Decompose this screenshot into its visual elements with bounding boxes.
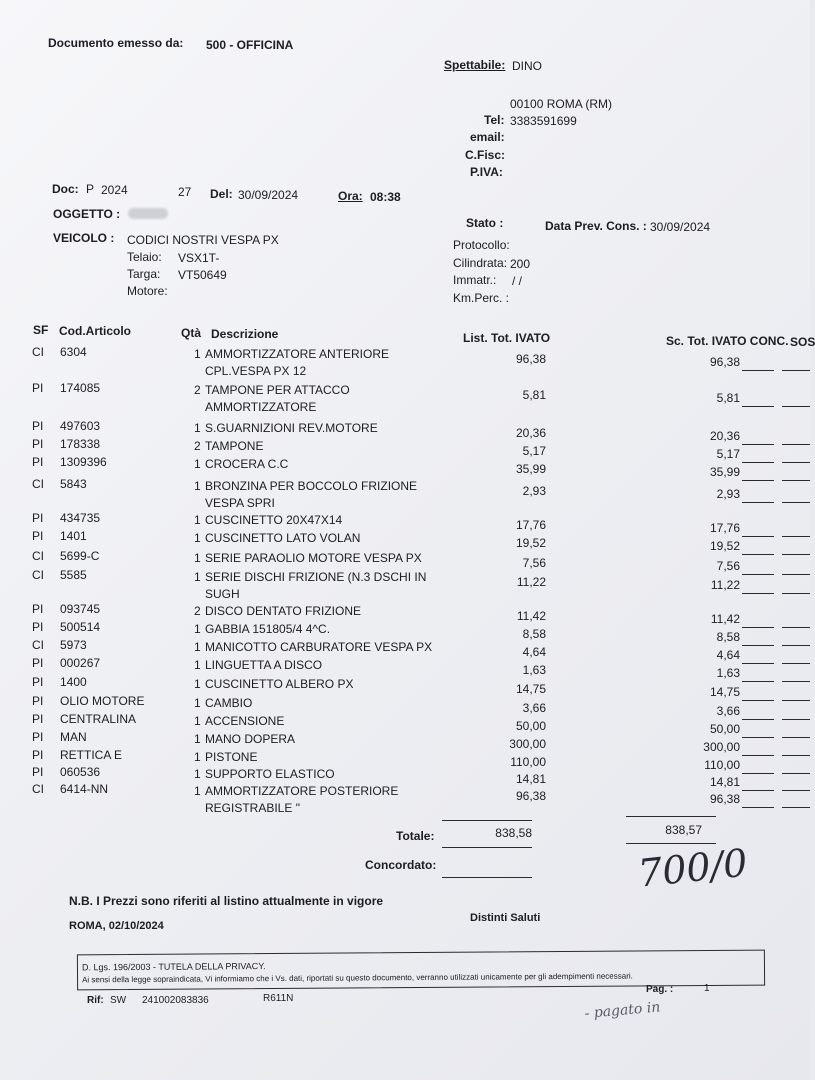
row-entry-line — [782, 370, 810, 371]
recipient-city: 00100 ROMA (RM) — [510, 97, 613, 111]
greetings: Distinti Saluti — [470, 912, 541, 924]
row-code: 5973 — [60, 638, 87, 652]
vehicle-value: CODICI NOSTRI VESPA PX — [127, 233, 279, 247]
mileage-label: Km.Perc. : — [453, 291, 510, 305]
row-discount-price: 1,63 — [716, 666, 740, 680]
row-entry-line — [742, 554, 774, 555]
col-header-discount: Sc. Tot. IVATO CONC. — [666, 334, 789, 348]
email-label: email: — [470, 130, 505, 144]
row-discount-price: 35,99 — [709, 465, 740, 479]
row-entry-line — [782, 536, 810, 537]
row-discount-price: 14,81 — [709, 775, 740, 789]
row-discount-price: 3,66 — [716, 704, 740, 718]
issued-by-value: 500 - OFFICINA — [206, 38, 294, 52]
total-rule-bottom-sc — [626, 843, 716, 844]
row-description: CROCERA C.C — [205, 457, 289, 471]
row-entry-line — [782, 444, 810, 445]
row-entry-line — [742, 645, 774, 646]
row-code: RETTICA E — [60, 748, 123, 762]
row-description: TAMPONE — [205, 439, 264, 453]
row-description: MANO DOPERA — [205, 732, 296, 746]
row-entry-line — [742, 755, 774, 756]
row-description: AMMORTIZZATORE POSTERIORE — [205, 784, 399, 798]
row-discount-price: 19,52 — [709, 539, 740, 553]
col-header-list: List. Tot. IVATO — [463, 331, 551, 345]
row-entry-line — [742, 807, 774, 808]
row-description: CUSCINETTO 20X47X14 — [205, 513, 343, 527]
row-list-price: 11,42 — [516, 609, 546, 623]
row-sf: CI — [32, 638, 44, 652]
row-entry-line — [742, 627, 774, 628]
row-entry-line — [782, 755, 810, 756]
row-entry-line — [742, 536, 774, 537]
row-code: 060536 — [60, 765, 101, 779]
row-qty: 1 — [194, 677, 201, 691]
row-entry-line — [742, 444, 774, 445]
displacement-label: Cilindrata: — [453, 256, 508, 270]
row-qty: 1 — [194, 640, 201, 654]
col-header-sos: SOS — [790, 335, 815, 349]
row-discount-price: 4,64 — [716, 648, 740, 662]
row-qty: 1 — [194, 531, 201, 545]
row-entry-line — [782, 700, 810, 701]
row-discount-price: 96,38 — [709, 792, 740, 806]
row-discount-price: 110,00 — [704, 758, 740, 772]
protocol-label: Protocollo: — [453, 238, 510, 252]
row-discount-price: 8,58 — [716, 630, 740, 644]
row-code: 1309396 — [60, 455, 107, 469]
redacted-area — [128, 208, 168, 219]
row-qty: 1 — [194, 457, 201, 471]
row-qty: 1 — [194, 570, 201, 584]
row-description: TAMPONE PER ATTACCO — [205, 383, 350, 397]
row-list-price: 8,58 — [522, 627, 546, 641]
row-code: 500514 — [60, 620, 101, 634]
plate-label: Targa: — [127, 267, 161, 281]
row-description: AMMORTIZZATORE ANTERIORE — [205, 347, 390, 361]
row-description: S.GUARNIZIONI REV.MOTORE — [205, 421, 378, 435]
place-date: ROMA, 02/10/2024 — [69, 920, 164, 932]
row-entry-line — [782, 554, 810, 555]
privacy-text: Ai sensi della legge sopraindicata, Vi informiamo che i Vs. dati, riportati su questo documento, verranno utilizzati unicamente per gli adempimenti necessari. — [82, 971, 633, 985]
row-entry-line — [782, 681, 810, 682]
col-header-code: Cod.Articolo — [59, 324, 131, 338]
row-discount-price: 7,56 — [716, 559, 740, 573]
row-entry-line — [782, 645, 810, 646]
tel-value: 3383591699 — [510, 114, 577, 128]
row-entry-line — [782, 807, 810, 808]
frame-value: VSX1T- — [178, 251, 220, 265]
row-sf: PI — [32, 748, 44, 762]
row-entry-line — [782, 773, 810, 774]
row-entry-line — [782, 737, 810, 738]
row-discount-price: 2,93 — [716, 487, 740, 501]
row-list-price: 20,36 — [515, 426, 546, 440]
row-entry-line — [782, 480, 810, 481]
row-entry-line — [782, 663, 810, 664]
row-list-price: 300,00 — [509, 737, 546, 751]
row-sf: CI — [32, 477, 44, 491]
row-code: 093745 — [60, 602, 101, 616]
row-description: CUSCINETTO LATO VOLAN — [205, 531, 361, 545]
row-list-price: 35,99 — [515, 462, 546, 476]
total-label: Totale: — [396, 829, 435, 843]
row-list-price: 14,75 — [515, 682, 546, 696]
time-label: Ora: — [338, 189, 363, 203]
row-description: GABBIA 151805/4 4^C. — [205, 622, 331, 636]
row-description: LINGUETTA A DISCO — [205, 658, 323, 672]
row-code: 178338 — [60, 437, 101, 451]
row-entry-line — [782, 574, 810, 575]
displacement-value: 200 — [510, 257, 531, 271]
row-list-price: 11,22 — [516, 575, 546, 589]
row-list-price: 4,64 — [522, 645, 546, 659]
row-qty: 1 — [194, 767, 201, 781]
row-qty: 1 — [194, 732, 201, 746]
row-sf: PI — [32, 656, 44, 670]
date-label: Del: — [210, 187, 233, 201]
row-list-price: 3,66 — [522, 701, 546, 715]
row-discount-price: 14,75 — [709, 685, 740, 699]
row-description-line2: VESPA SPRI — [205, 496, 275, 510]
row-code: MAN — [60, 730, 87, 744]
handwritten-agreed-amount: 700/0 — [636, 840, 750, 896]
row-qty: 2 — [194, 604, 201, 618]
row-list-price: 19,52 — [515, 536, 546, 550]
row-description-line2: REGISTRABILE " — [205, 801, 300, 815]
doc-number: 27 — [178, 185, 192, 199]
row-list-price: 5,17 — [522, 444, 546, 458]
row-discount-price: 96,38 — [709, 355, 740, 369]
row-entry-line — [742, 737, 774, 738]
row-list-price: 1,63 — [522, 663, 546, 677]
row-list-price: 17,76 — [515, 518, 546, 532]
col-header-desc: Descrizione — [211, 327, 279, 341]
row-description: CUSCINETTO ALBERO PX — [205, 677, 354, 691]
row-discount-price: 11,22 — [710, 578, 740, 592]
row-list-price: 5,81 — [522, 388, 546, 402]
row-qty: 1 — [194, 551, 201, 565]
row-description-line2: AMMORTIZZATORE — [205, 400, 317, 414]
row-entry-line — [782, 719, 810, 720]
row-qty: 2 — [194, 439, 201, 453]
vehicle-label: VEICOLO : — [53, 231, 115, 245]
row-entry-line — [742, 593, 774, 594]
row-qty: 1 — [194, 513, 201, 527]
row-sf: CI — [32, 568, 44, 582]
row-sf: PI — [32, 529, 44, 543]
row-entry-line — [742, 681, 774, 682]
row-entry-line — [782, 790, 810, 791]
row-entry-line — [782, 502, 810, 503]
row-list-price: 50,00 — [515, 719, 546, 733]
row-discount-price: 20,36 — [709, 429, 740, 443]
row-qty: 1 — [194, 784, 201, 798]
total-list-value: 838,58 — [495, 826, 532, 840]
col-header-qty: Qtà — [181, 326, 202, 340]
row-qty: 1 — [194, 696, 201, 710]
row-sf: PI — [32, 455, 44, 469]
page-label: Pag. : — [646, 984, 674, 995]
row-entry-line — [742, 574, 774, 575]
row-discount-price: 5,81 — [716, 391, 740, 405]
row-qty: 1 — [194, 622, 201, 636]
tel-label: Tel: — [484, 113, 505, 127]
row-entry-line — [782, 627, 810, 628]
row-description-line2: SUGH — [205, 587, 240, 601]
row-code: 5843 — [60, 477, 87, 491]
total-rule-top-list — [442, 820, 532, 821]
row-entry-line — [742, 663, 774, 664]
total-discount-value: 838,57 — [665, 823, 702, 837]
ref-label: Rif: — [87, 995, 104, 1006]
col-header-sf: SF — [33, 323, 49, 337]
date-value: 30/09/2024 — [238, 188, 299, 202]
row-entry-line — [742, 773, 774, 774]
time-value: 08:38 — [370, 190, 401, 204]
row-code: 434735 — [60, 511, 101, 525]
row-discount-price: 300,00 — [703, 740, 740, 754]
ref-extra: R611N — [263, 993, 294, 1004]
doc-year: 2024 — [101, 183, 128, 197]
row-code: OLIO MOTORE — [60, 694, 145, 708]
row-discount-price: 11,42 — [710, 612, 740, 626]
row-description: CAMBIO — [205, 696, 253, 710]
total-rule-top-sc — [626, 816, 716, 817]
row-discount-price: 17,76 — [709, 521, 740, 535]
row-entry-line — [742, 370, 774, 371]
row-entry-line — [782, 406, 810, 407]
issued-by-label: Documento emesso da: — [48, 36, 184, 50]
row-entry-line — [782, 593, 810, 594]
row-description: MANICOTTO CARBURATORE VESPA PX — [205, 640, 433, 654]
row-sf: CI — [32, 782, 44, 796]
engine-label: Motore: — [127, 284, 168, 298]
row-entry-line — [742, 462, 774, 463]
row-entry-line — [782, 462, 810, 463]
recipient-label: Spettabile: — [444, 58, 506, 72]
row-sf: PI — [32, 511, 44, 525]
delivery-date-value: 30/09/2024 — [650, 220, 711, 234]
row-code: CENTRALINA — [60, 712, 137, 726]
row-entry-line — [742, 406, 774, 407]
row-description: SUPPORTO ELASTICO — [205, 767, 335, 781]
row-code: 497603 — [60, 419, 101, 433]
row-description: PISTONE — [205, 750, 258, 764]
doc-type: P — [86, 182, 95, 196]
row-description: ACCENSIONE — [205, 714, 285, 728]
row-description: SERIE PARAOLIO MOTORE VESPA PX — [205, 551, 422, 565]
row-list-price: 96,38 — [515, 352, 546, 366]
row-qty: 1 — [194, 347, 201, 361]
row-entry-line — [742, 480, 774, 481]
recipient-name: DINO — [512, 59, 542, 73]
row-qty: 1 — [194, 714, 201, 728]
handwritten-paid-note: - pagato in — [584, 999, 661, 1022]
row-entry-line — [742, 719, 774, 720]
row-sf: PI — [32, 620, 44, 634]
row-discount-price: 50,00 — [709, 722, 740, 736]
row-description: BRONZINA PER BOCCOLO FRIZIONE — [205, 479, 418, 493]
delivery-date-label: Data Prev. Cons. : — [545, 219, 647, 233]
row-sf: PI — [32, 381, 44, 395]
plate-value: VT50649 — [178, 268, 227, 282]
row-sf: PI — [32, 712, 44, 726]
row-sf: PI — [32, 602, 44, 616]
cfisc-label: C.Fisc: — [465, 148, 506, 162]
ref-type: SW — [110, 995, 127, 1006]
row-list-price: 110,00 — [510, 755, 546, 769]
row-qty: 2 — [194, 383, 201, 397]
row-sf: CI — [32, 549, 44, 563]
row-code: 174085 — [60, 381, 101, 395]
row-description-line2: CPL.VESPA PX 12 — [205, 364, 307, 378]
row-code: 1400 — [60, 675, 87, 689]
row-discount-price: 5,17 — [716, 447, 740, 461]
row-code: 6304 — [60, 345, 87, 359]
privacy-title: D. Lgs. 196/2003 - TUTELA DELLA PRIVACY. — [81, 961, 266, 973]
price-note: N.B. I Prezzi sono riferiti al listino attualmente in vigore — [69, 894, 384, 908]
row-list-price: 96,38 — [515, 789, 546, 803]
piva-label: P.IVA: — [470, 165, 503, 179]
row-entry-line — [742, 502, 774, 503]
row-code: 1401 — [60, 529, 87, 543]
doc-label: Doc: — [52, 182, 79, 196]
row-list-price: 7,56 — [522, 556, 546, 570]
row-qty: 1 — [194, 421, 201, 435]
row-sf: PI — [32, 675, 44, 689]
page-number: 1 — [704, 983, 710, 994]
status-label: Stato : — [466, 216, 504, 230]
row-list-price: 14,81 — [515, 772, 546, 786]
row-code: 000267 — [60, 656, 101, 670]
row-qty: 1 — [194, 479, 201, 493]
row-sf: PI — [32, 765, 44, 779]
row-sf: CI — [32, 345, 44, 359]
row-qty: 1 — [194, 750, 201, 764]
row-entry-line — [742, 790, 774, 791]
row-description: SERIE DISCHI FRIZIONE (N.3 DSCHI IN — [205, 570, 427, 584]
subject-label: OGGETTO : — [53, 207, 121, 221]
agreed-rule — [442, 877, 532, 878]
row-code: 6414-NN — [60, 782, 109, 796]
row-sf: PI — [32, 419, 44, 433]
row-qty: 1 — [194, 658, 201, 672]
agreed-label: Concordato: — [365, 858, 437, 872]
row-description: DISCO DENTATO FRIZIONE — [205, 604, 362, 618]
registration-label: Immatr.: — [453, 273, 497, 287]
row-entry-line — [742, 700, 774, 701]
row-sf: PI — [32, 730, 44, 744]
row-code: 5585 — [60, 568, 87, 582]
row-list-price: 2,93 — [522, 484, 546, 498]
row-sf: PI — [32, 437, 44, 451]
ref-code: 241002083836 — [142, 995, 209, 1006]
row-sf: PI — [32, 694, 44, 708]
total-rule-bottom-list — [442, 847, 532, 848]
registration-value: / / — [512, 274, 523, 288]
row-code: 5699-C — [60, 549, 100, 563]
frame-label: Telaio: — [127, 250, 162, 264]
